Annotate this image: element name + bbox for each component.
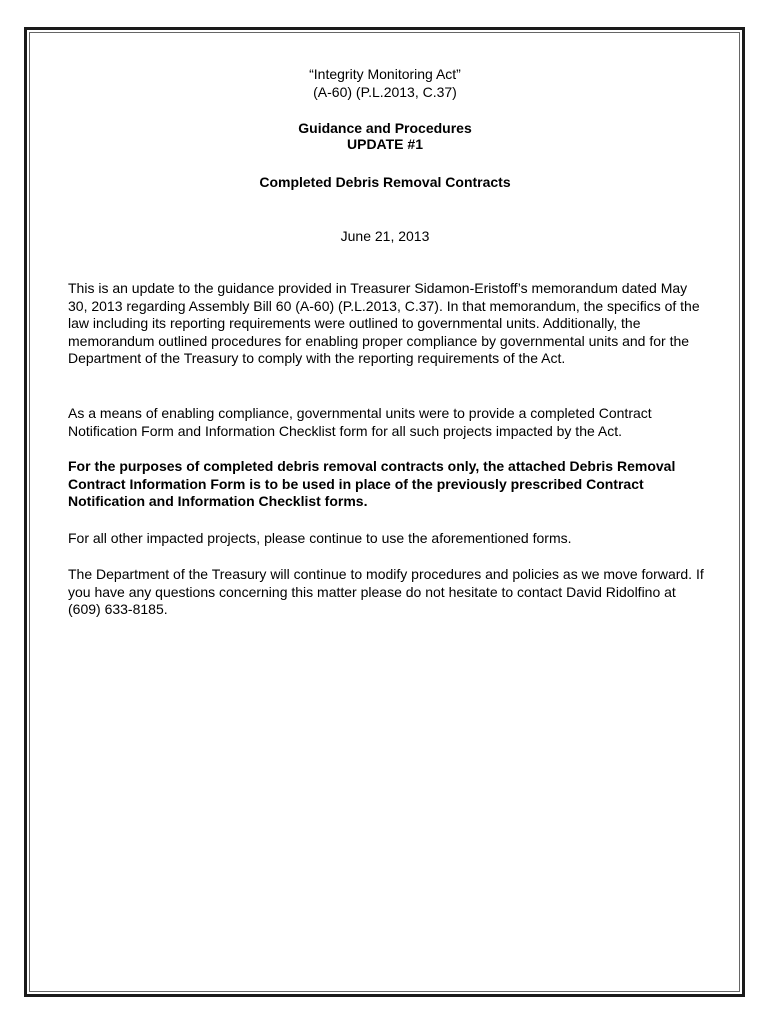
body-paragraph-3: For the purposes of completed debris removal contracts only, the attached Debris Removal Contract Information Form is to be used in place of the previously prescribed Contract Notification and Information Checklist forms. [68,458,676,510]
act-citation: (A-60) (P.L.2013, C.37) [313,84,457,100]
guidance-title: Guidance and Procedures [298,120,472,136]
body-paragraph-4: For all other impacted projects, please continue to use the aforementioned forms. [68,530,572,546]
page-border [24,27,745,997]
act-name: “Integrity Monitoring Act” [309,66,461,82]
body-paragraph-5: The Department of the Treasury will continue to modify procedures and policies as we move forward. If you have any questions concerning this matter please do not hesitate to contact David Ridolfino at (609) 633-8185. [68,566,704,618]
body-paragraph-2: As a means of enabling compliance, governmental units were to provide a completed Contract Notification Form and Information Checklist form for all such projects impacted by the Act. [68,405,652,439]
subject-heading: Completed Debris Removal Contracts [259,174,511,190]
document-date: June 21, 2013 [340,228,430,244]
update-label: UPDATE #1 [347,136,423,152]
body-paragraph-1: This is an update to the guidance provided in Treasurer Sidamon-Eristoff’s memorandum dated May 30, 2013 regarding Assembly Bill 60 (A-60) (P.L.2013, C.37). In that memorandum, the specifics of the law including its reporting requirements were outlined to governmental units. Additionally, the memorandum outlined procedures for enabling proper compliance by governmental units and for the Department of the Treasury to comply with the reporting requirements of the Act. [68,280,700,367]
